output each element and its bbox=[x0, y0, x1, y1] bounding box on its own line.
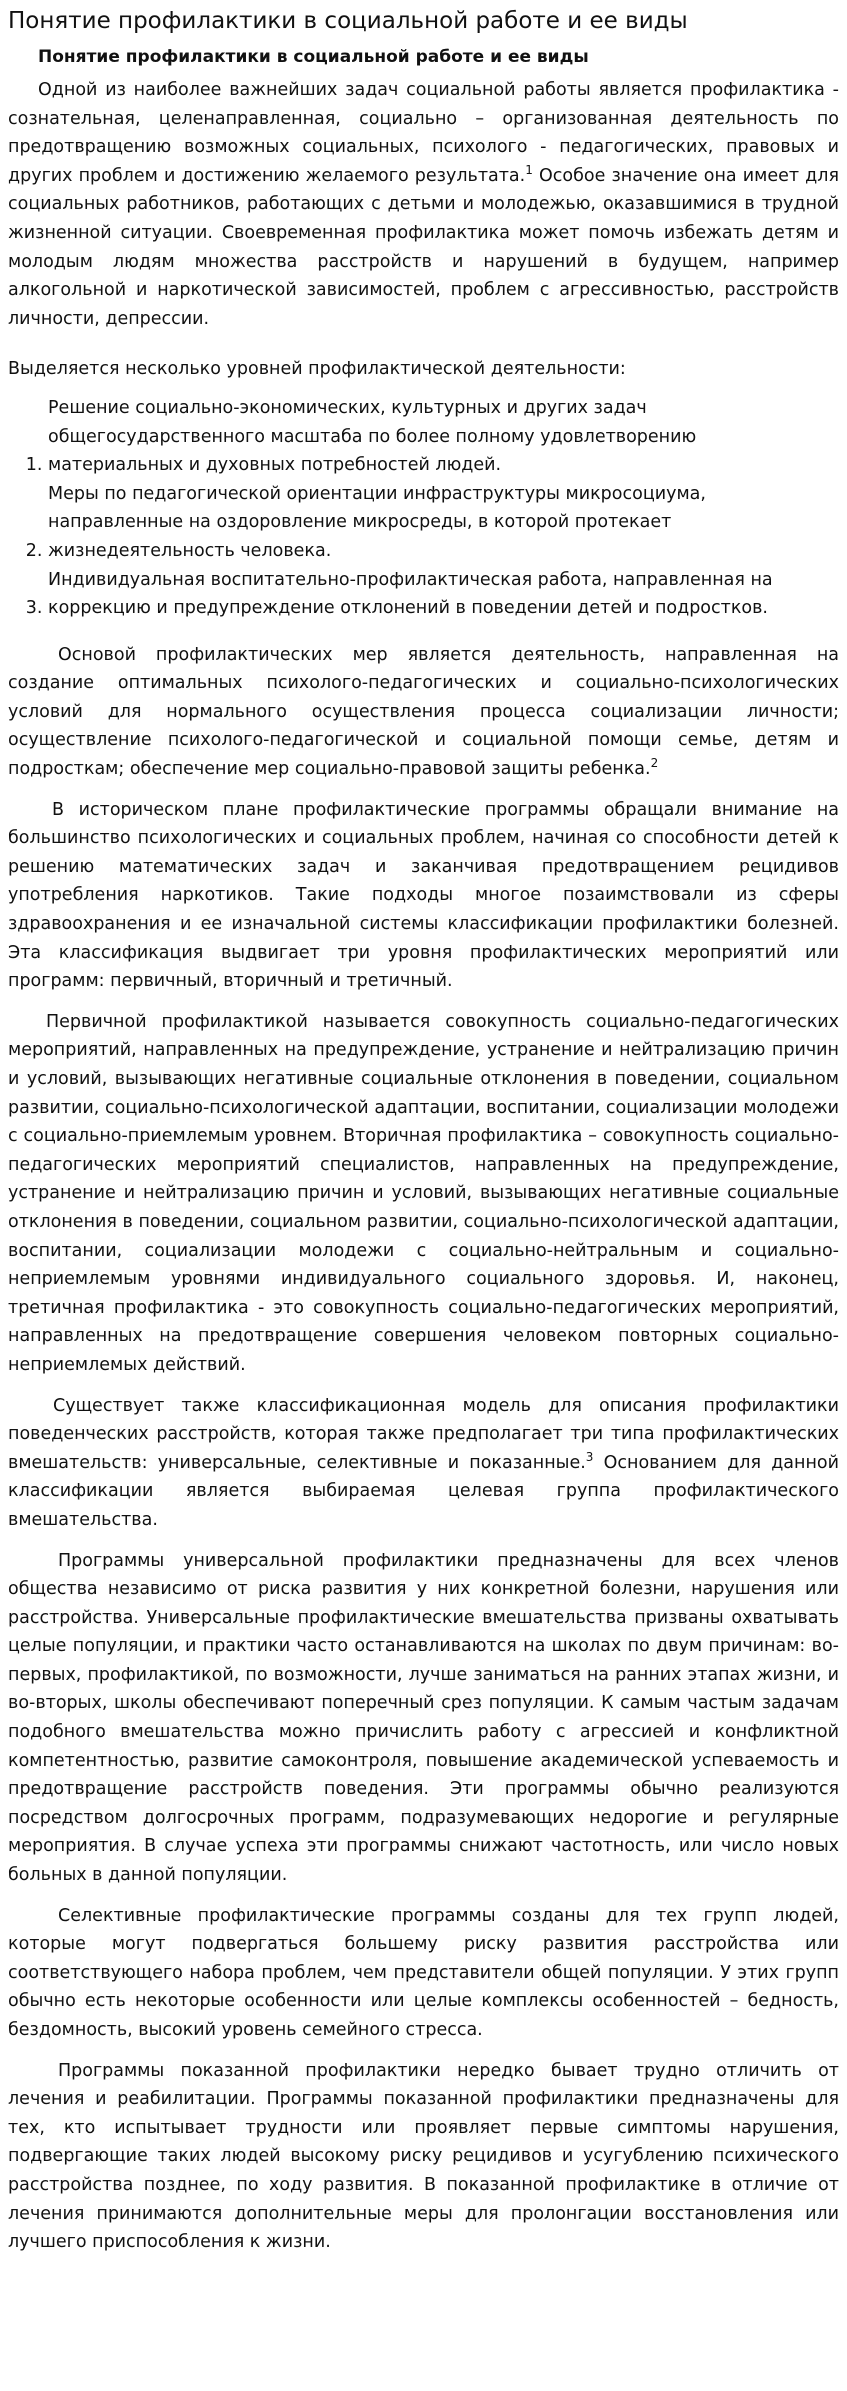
levels-intro: Выделяется несколько уровней профилактической деятельности: bbox=[8, 359, 626, 380]
intro-text: Одной из наиболее важнейших задач социальной работы является профилактика - сознательная, целенаправленная, социально – организованная деятельность по предотвращению возможных социальных, психолого - педагогических, правовых и других проблем и достижению желаемого результата. bbox=[8, 80, 839, 186]
prevention-levels-paragraph: Первичной профилактикой называется совокупность социально-педагогических мероприятий, направленных на предупреждение, устранение и нейтрализацию причин и условий, вызывающих негативные социальные отклонения в поведении, социальном развитии, социально-психологической адаптации, воспитании, социализации молодежи с социально-приемлемым уровнем. Вторичная профилактика – совокупность социально-педагогических мероприятий специалистов, направленных на предупреждение, устранение и нейтрализацию причин и условий, вызывающих негативные социальные отклонения в поведении, социальном развитии, социально-психологической адаптации, воспитании, социализации молодежи с социально-нейтральным и социально-неприемлемым уровнями индивидуального социального здоровья. И, наконец, третичная профилактика - это совокупность социально-педагогических мероприятий, направленных на предотвращение совершения человеком повторных социально-неприемлемых действий. bbox=[8, 1011, 839, 1375]
classification-model-paragraph bbox=[8, 1392, 839, 1535]
section-heading: Понятие профилактики в социальной работе и ее виды bbox=[38, 47, 589, 67]
intro-text-continued: Особое значение она имеет для социальных работников, работающих с детьми и молодежью, оказавшимися в трудной жизненной ситуации. Своевременная профилактика может помочь избежать детям и молодым людям множества расстройств и нарушений в будущем, например алкогольной и наркотической зависимостей, проблем с агрессивностью, расстройств личности, депрессии. bbox=[8, 165, 839, 329]
page-title: Понятие профилактики в социальной работе и ее виды bbox=[8, 8, 688, 34]
list-item-text: Решение социально-экономических, культурных и других задач общегосударственного масштаба по более полному удовлетворению материальных и духовных потребностей людей. bbox=[48, 397, 697, 476]
levels-list bbox=[8, 394, 839, 623]
footnote-marker-3[interactable]: 3 bbox=[585, 1449, 594, 1464]
indicated-prevention-paragraph: Программы показанной профилактики нередко бывает трудно отличить от лечения и реабилитации. Программы показанной профилактики предназначены для тех, кто испытывает трудности или проявляет первые симптомы нарушения, подвергающие таких людей высокому риску рецидивов и усугублению психического расстройства позднее, по ходу развития. В показанной профилактике в отличие от лечения принимаются дополнительные меры для пролонгации восстановления или лучшего приспособления к жизни. bbox=[8, 2060, 839, 2253]
model-text-continued: Основанием для данной классификации является выбираемая целевая группа профилактического вмешательства. bbox=[8, 1452, 839, 1530]
list-item bbox=[48, 394, 839, 480]
list-item bbox=[48, 480, 839, 566]
basis-text: Основой профилактических мер является деятельность, направленная на создание оптимальных психолого-педагогических и социально-психологических условий для нормального осуществления процесса социализации личности; осуществление психолого-педагогической и социальной помощи семье, детям и подросткам; обеспечение мер социально-правовой защиты ребенка. bbox=[8, 644, 839, 780]
footnote-marker-2[interactable]: 2 bbox=[650, 756, 659, 771]
model-text: Существует также классификационная модель для описания профилактики поведенческих расстройств, которая также предполагает три типа профилактических вмешательств: универсальные, селективные и показанные. bbox=[8, 1395, 839, 1473]
intro-paragraph bbox=[8, 76, 839, 333]
selective-prevention-paragraph: Селективные профилактические программы созданы для тех групп людей, которые могут подвергаться большему риску развития расстройства или соответствующего набора проблем, чем представители общей популяции. У этих групп обычно есть некоторые особенности или целые комплексы особенностей – бедность, бездомность, высокий уровень семейного стресса. bbox=[8, 1905, 839, 2040]
list-item-text: Меры по педагогической ориентации инфраструктуры микросоциума, направленные на оздоровление микросреды, в которой протекает жизнедеятельность человека. bbox=[48, 483, 706, 561]
footnote-marker-1[interactable]: 1 bbox=[525, 162, 533, 177]
list-item bbox=[48, 566, 839, 623]
list-item-text: Индивидуальная воспитательно-профилактическая работа, направленная на коррекцию и предупреждение отклонений в поведении детей и подростков. bbox=[48, 569, 773, 619]
universal-prevention-paragraph: Программы универсальной профилактики предназначены для всех членов общества независимо от риска развития у них конкретной болезни, нарушения или расстройства. Универсальные профилактические вмешательства призваны охватывать целые популяции, и практики часто останавливаются на школах по двум причинам: во-первых, профилактикой, по возможности, лучше заниматься на ранних этапах жизни, и во-вторых, школы обеспечивают поперечный срез популяции. К самым частым задачам подобного вмешательства можно причислить работу с агрессией и конфликтной компетентностью, развитие самоконтроля, повышение академической успеваемость и предотвращение расстройств поведения. Эти программы обычно реализуются посредством долгосрочных программ, подразумевающих недорогие и регулярные мероприятия. В случае успеха эти программы снижают частотность, или число новых больных в данной популяции. bbox=[8, 1550, 839, 1886]
history-paragraph: В историческом плане профилактические программы обращали внимание на большинство психологических и социальных проблем, начиная со способности детей к решению математических задач и заканчивая предотвращением рецидивов употребления наркотиков. Такие подходы многое позаимствовали из сферы здравоохранения и ее изначальной системы классификации профилактики болезней. Эта классификация выдвигает три уровня профилактических мероприятий или программ: первичный, вторичный и третичный. bbox=[8, 799, 839, 992]
basis-paragraph bbox=[8, 641, 839, 784]
